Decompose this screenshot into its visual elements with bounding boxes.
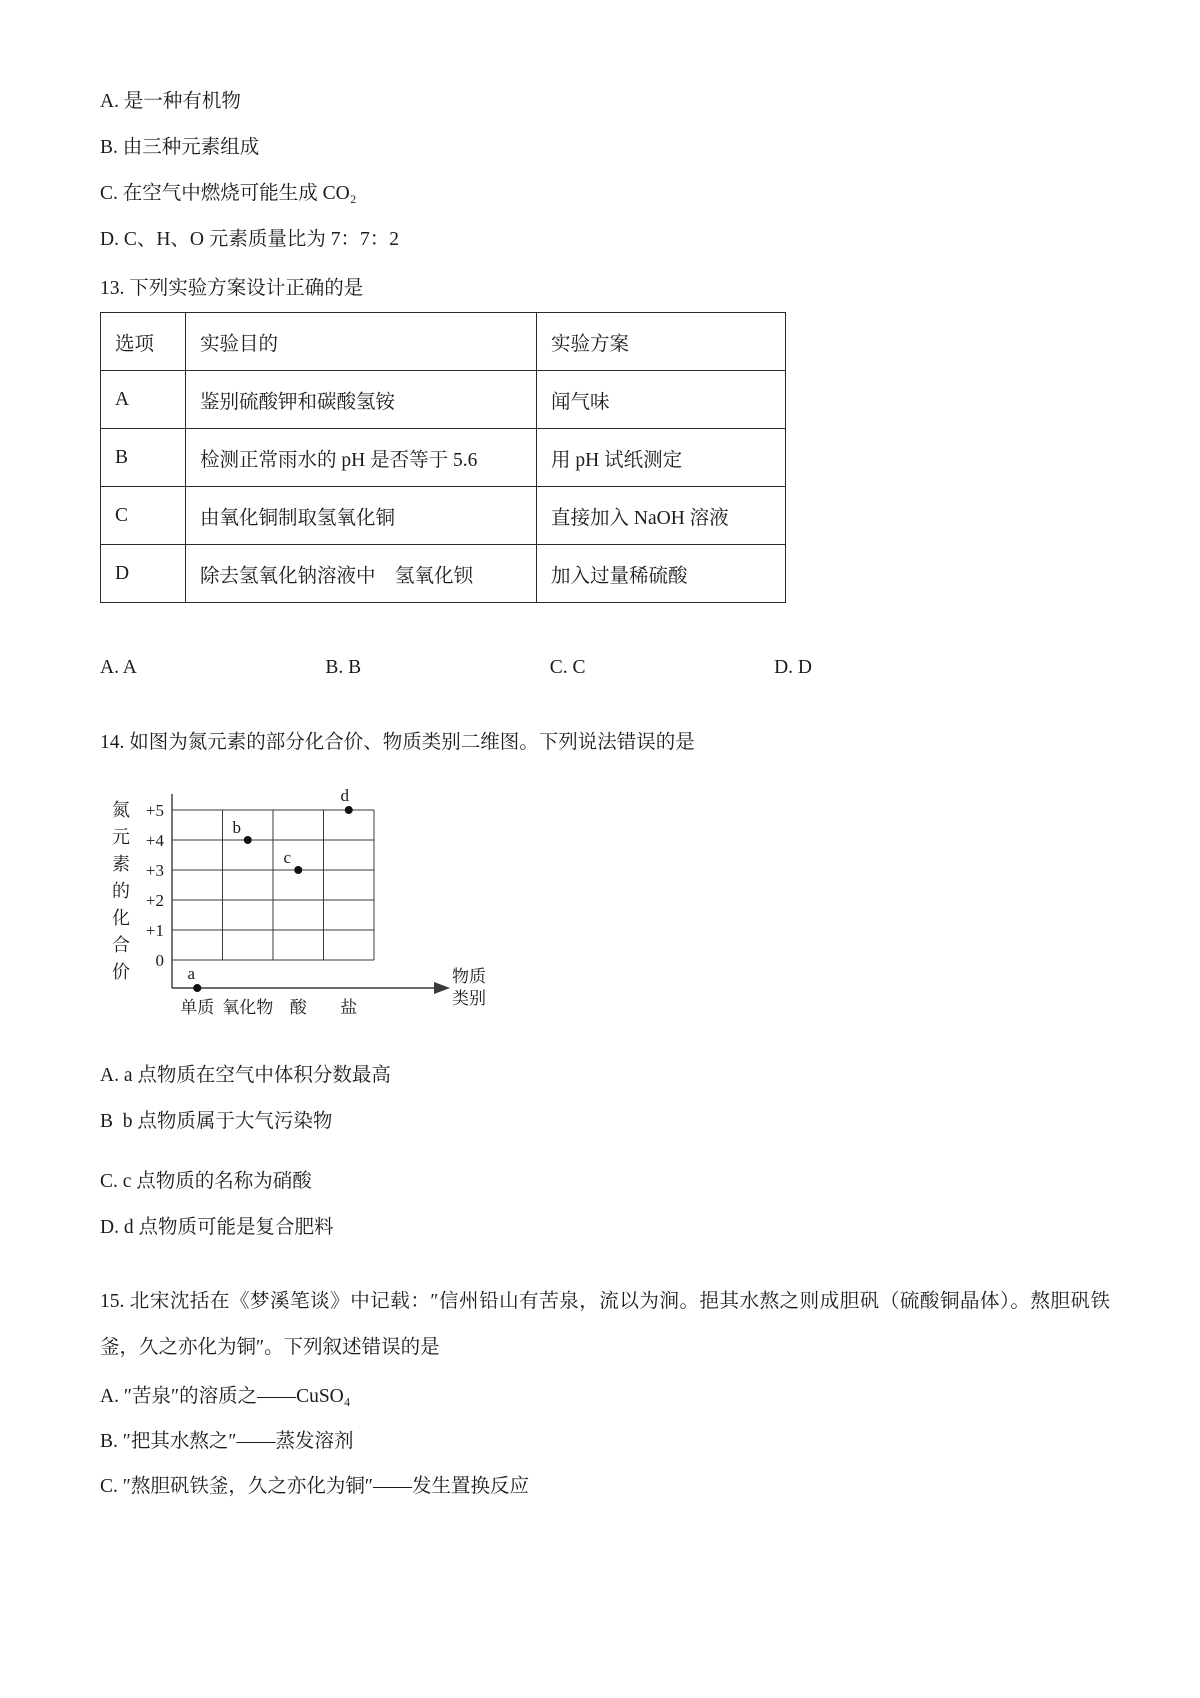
data-point-label: d <box>340 786 349 805</box>
question-15-stem: 15. 北宋沈括在《梦溪笔谈》中记载：″信州铅山有苦泉，流以为涧。挹其水熬之则成胆矾（硫酸铜晶体）。熬胆矾铁釜，久之亦化为铜″。下列叙述错误的是 <box>100 1291 1110 1358</box>
question-12-option: B. 由三种元素组成 <box>100 137 260 158</box>
table-row <box>101 371 786 429</box>
table-row <box>101 429 786 487</box>
question-13-answer-options <box>100 657 812 679</box>
table-cell: 由氧化铜制取氢氧化铜 <box>186 487 537 545</box>
table-header-cell: 选项 <box>101 313 186 371</box>
question-13-answer-option: B. B <box>325 657 362 678</box>
question-12-options <box>100 88 1110 253</box>
y-axis-title: 价 <box>112 962 130 982</box>
question-12-option: D. C、H、O 元素质量比为 7：7：2 <box>100 229 400 250</box>
question-13-answer-option: D. D <box>774 657 812 678</box>
table-row <box>101 545 786 603</box>
table-cell: 用 pH 试纸测定 <box>537 429 786 487</box>
question-15-option: A. ″苦泉″的溶质之——CuSO₄ <box>100 1386 351 1407</box>
x-category-label: 盐 <box>340 998 358 1017</box>
question-15-option: B. ″把其水熬之″——蒸发溶剂 <box>100 1431 354 1452</box>
question-15-option: C. ″熬胆矾铁釜，久之亦化为铜″——发生置换反应 <box>100 1476 530 1497</box>
table-cell: 闻气味 <box>537 371 786 429</box>
data-point-c <box>294 866 302 874</box>
table-cell: C <box>101 487 186 545</box>
data-point-label: c <box>283 848 292 867</box>
y-axis-title: 合 <box>112 935 130 955</box>
table-cell: D <box>101 545 186 603</box>
table-cell: 加入过量稀硫酸 <box>537 545 786 603</box>
table-header-cell: 实验方案 <box>537 313 786 371</box>
question-14-option: C. c 点物质的名称为硝酸 <box>100 1171 312 1192</box>
question-15-options <box>100 1383 1110 1500</box>
question-12-option: C. 在空气中燃烧可能生成 CO₂ <box>100 183 357 204</box>
table-cell: 检测正常雨水的 pH 是否等于 5.6 <box>186 429 537 487</box>
y-tick-label: +4 <box>145 831 164 850</box>
data-point-a <box>193 984 201 992</box>
question-13-answer-option: C. C <box>549 657 586 678</box>
table-cell: B <box>101 429 186 487</box>
question-12-option: A. 是一种有机物 <box>100 91 241 112</box>
question-14-stem: 14. 如图为氮元素的部分化合价、物质类别二维图。下列说法错误的是 <box>100 732 695 753</box>
question-13-table <box>100 312 786 603</box>
y-tick-label: +5 <box>145 801 164 820</box>
y-axis-title: 素 <box>112 854 130 874</box>
y-tick-label: +3 <box>145 861 164 880</box>
y-axis-title: 元 <box>112 827 130 847</box>
table-cell: 直接加入 NaOH 溶液 <box>537 487 786 545</box>
question-13-stem: 13. 下列实验方案设计正确的是 <box>100 278 364 299</box>
valence-category-chart <box>102 770 1110 1038</box>
x-axis-title: 类别 <box>452 989 486 1008</box>
x-axis-arrow <box>434 982 450 994</box>
y-tick-label: +2 <box>145 891 164 910</box>
x-category-label: 单质 <box>180 998 215 1017</box>
x-category-label: 酸 <box>289 998 307 1017</box>
y-axis-title: 的 <box>112 881 130 901</box>
data-point-d <box>345 806 353 814</box>
table-cell: 鉴别硫酸钾和碳酸氢铵 <box>186 371 537 429</box>
question-14-options <box>100 1062 1110 1241</box>
table-cell: A <box>101 371 186 429</box>
data-point-b <box>244 836 252 844</box>
x-axis-title: 物质 <box>452 967 486 986</box>
question-14-option: A. a 点物质在空气中体积分数最高 <box>100 1065 391 1086</box>
y-axis-title: 氮 <box>112 800 130 820</box>
table-row <box>101 487 786 545</box>
question-14-option: B b 点物质属于大气污染物 <box>100 1111 333 1132</box>
x-category-label: 氧化物 <box>222 998 274 1017</box>
y-axis-title: 化 <box>112 908 130 928</box>
data-point-label: a <box>187 964 196 983</box>
table-header-row <box>101 313 786 371</box>
exam-content <box>100 88 1110 1518</box>
table-header-cell: 实验目的 <box>186 313 537 371</box>
question-13-answer-option: A. A <box>100 657 137 678</box>
y-tick-label: 0 <box>155 951 164 970</box>
question-14-option: D. d 点物质可能是复合肥料 <box>100 1217 334 1238</box>
y-tick-label: +1 <box>145 921 164 940</box>
table-cell: 除去氢氧化钠溶液中 氢氧化钡 <box>186 545 537 603</box>
valence-category-diagram <box>102 770 512 1038</box>
data-point-label: b <box>232 818 241 837</box>
